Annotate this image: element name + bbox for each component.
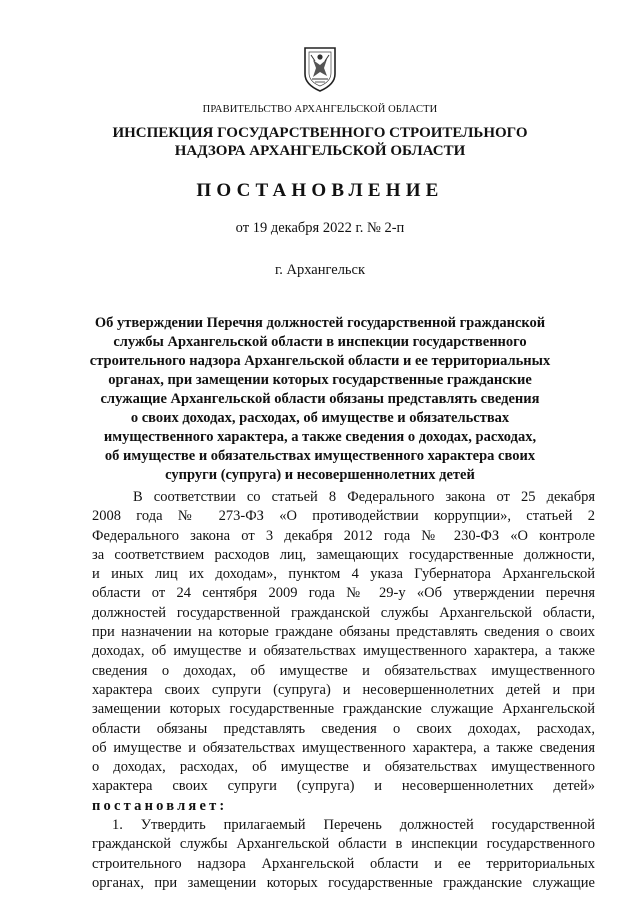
- item-1-line: строительного надзора Архангельской области и ее территориальных: [92, 855, 595, 872]
- organization-line-2: НАДЗОРА АРХАНГЕЛЬСКОЙ ОБЛАСТИ: [174, 143, 466, 159]
- subject-line: супруги (супруга) и несовершеннолетних детей: [165, 467, 475, 483]
- preamble-line: должностей государственной гражданской службы Архангельской области,: [92, 604, 595, 621]
- preamble-line: области от 24 сентября 2009 года № 29-у «Об утверждении перечня: [92, 585, 595, 602]
- subject-line: о своих доходах, расходах, об имуществе и обязательствах: [130, 410, 510, 426]
- date-and-number: от 19 декабря 2022 г. № 2-п: [235, 220, 405, 236]
- preamble-line: о доходах, расходах, об имуществе и обязательствах имущественного: [92, 759, 595, 776]
- government-name: ПРАВИТЕЛЬСТВО АРХАНГЕЛЬСКОЙ ОБЛАСТИ: [202, 104, 438, 115]
- subject-line: органах, при замещении которых государственные гражданские: [108, 372, 532, 388]
- preamble-line: области обязаны представлять сведения о своих доходах, расходах,: [92, 720, 595, 737]
- subject-line: Об утверждении Перечня должностей государственной гражданской: [94, 315, 546, 331]
- subject-line: имущественного характера, а также сведения о доходах, расходах,: [103, 429, 537, 445]
- subject-line: служащие Архангельской области обязаны представлять сведения: [100, 391, 540, 407]
- document-body: [92, 488, 595, 893]
- preamble-line: за соответствием расходов лиц, замещающих государственные должности,: [92, 546, 595, 563]
- preamble-line: и иных лиц их доходам», пунктом 4 указа Губернатора Архангельской: [92, 566, 595, 583]
- document-subject: [0, 314, 640, 485]
- subject-line: службы Архангельской области в инспекции государственного: [113, 334, 527, 350]
- resolves-word: постановляет:: [92, 797, 228, 814]
- organization-line-1: ИНСПЕКЦИЯ ГОСУДАРСТВЕННОГО СТРОИТЕЛЬНОГО: [112, 125, 528, 141]
- organization-name: [0, 124, 640, 160]
- preamble-line: характера своих супруги (супруга) и несовершеннолетних детей»: [92, 778, 595, 795]
- item-1-line: гражданской службы Архангельской области в инспекции государственного: [92, 836, 595, 853]
- coat-of-arms-icon: [303, 46, 337, 92]
- preamble-line: об имуществе и обязательствах имущественного характера, а также сведения: [92, 739, 595, 756]
- subject-line: строительного надзора Архангельской области и ее территориальных: [89, 353, 551, 369]
- preamble-line: В соответствии со статьей 8 Федерального закона от 25 декабря: [133, 489, 595, 505]
- preamble-line: доходах, об имуществе и обязательствах имущественного характера, а также: [92, 643, 595, 660]
- item-1-line: 1. Утвердить прилагаемый Перечень должностей государственной: [112, 817, 595, 834]
- document-title: ПОСТАНОВЛЕНИЕ: [196, 180, 444, 201]
- preamble-line: замещении которых государственные гражданские служащие Архангельской: [92, 701, 595, 718]
- subject-line: об имуществе и обязательствах имущественного характера своих: [104, 448, 536, 464]
- item-1-line: органах, при замещении которых государственные гражданские служащие: [92, 874, 595, 891]
- city: г. Архангельск: [274, 262, 366, 278]
- preamble-line: 2008 года № 273-ФЗ «О противодействии коррупции», статьей 2: [92, 508, 595, 525]
- preamble-line: при назначении на которые граждане обязаны представлять сведения о своих: [92, 624, 595, 641]
- preamble-line: сведения о доходах, об имуществе и обязательствах имущественного: [92, 662, 595, 679]
- preamble-line: характера своих супруги (супруга) и несовершеннолетних детей и при: [92, 681, 595, 698]
- resolves-line: [92, 797, 595, 816]
- preamble-line: Федерального закона от 3 декабря 2012 года № 230-ФЗ «О контроле: [92, 527, 595, 544]
